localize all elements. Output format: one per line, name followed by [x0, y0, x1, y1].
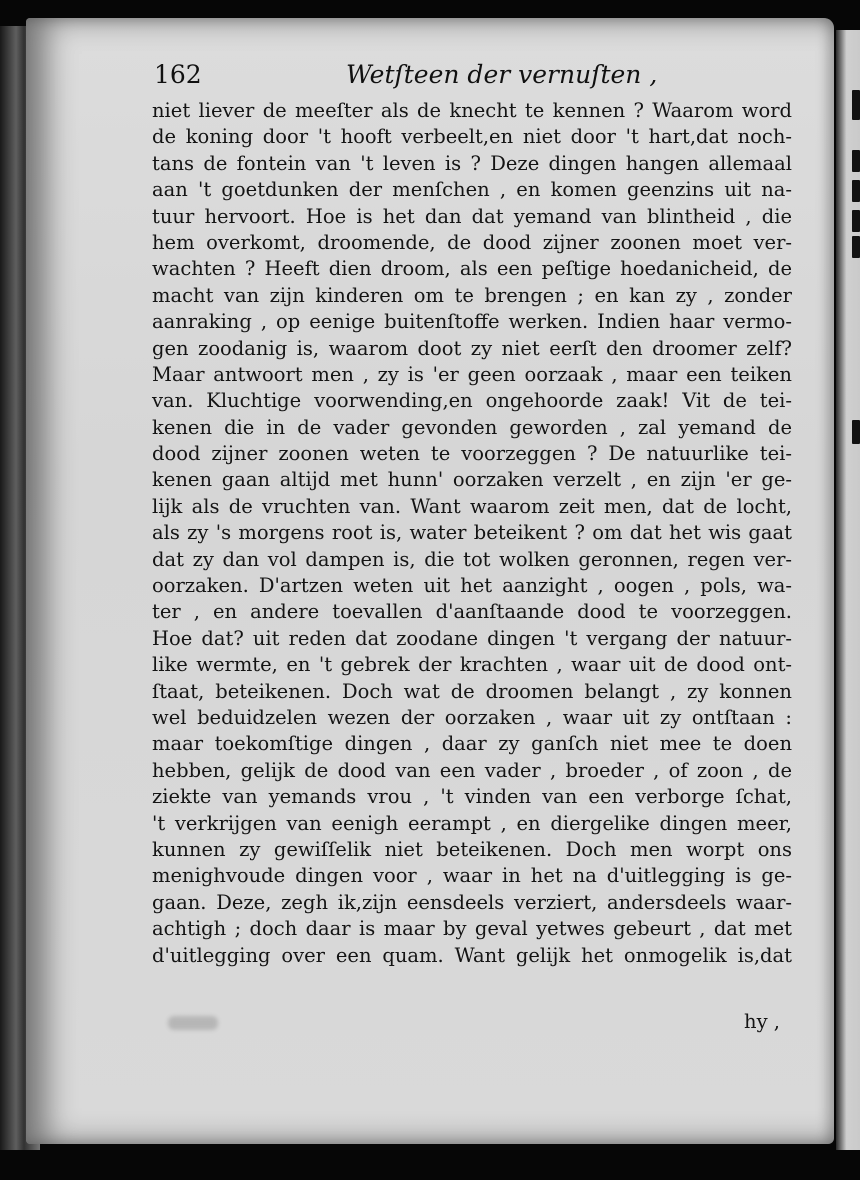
text-line: tuur hervoort. Hoe is het dan dat yemand van blintheid , die: [152, 204, 792, 228]
text-line: kenen die in de vader gevonden geworden , zal yemand de: [152, 415, 792, 439]
facing-page-letter-mark: [852, 180, 860, 202]
facing-page-letter-mark: [852, 236, 860, 258]
text-line: menighvoude dingen voor , waar in het na d'uitlegging is ge-: [152, 864, 792, 888]
facing-page-letter-mark: [852, 150, 860, 172]
text-line: aan 't goetdunken der menſchen , en komen geenzins uit na-: [152, 178, 792, 202]
text-line: dood zijner zoonen weten te voorzeggen ? De natuurlike tei-: [152, 442, 792, 466]
text-line: van. Kluchtige voorwending,en ongehoorde zaak! Vit de tei-: [152, 389, 792, 413]
text-line: gaan. Deze, zegh ik,zijn eensdeels verziert, andersdeels waar-: [152, 890, 792, 914]
text-line: hem overkomt, droomende, de dood zijner zoonen moet ver-: [152, 230, 792, 254]
text-line: gen zoodanig is, waarom doot zy niet eerſt den droomer zelf?: [152, 336, 792, 360]
text-line: kenen gaan altijd met hunn' oorzaken verzelt , en zijn 'er ge-: [152, 468, 792, 492]
text-line: ſtaat, beteikenen. Doch wat de droomen belangt , zy konnen: [152, 679, 792, 703]
text-line: maar toekomſtige dingen , daar zy ganſch niet mee te doen: [152, 732, 792, 756]
text-line: als zy 's morgens root is, water beteikent ? om dat het wis gaat: [152, 521, 792, 545]
facing-page-letter-mark: [852, 420, 860, 444]
text-line: aanraking , op eenige buitenſtoffe werken. Indien haar vermo-: [152, 310, 792, 334]
facing-page-letter-mark: [852, 90, 860, 120]
text-line: macht van zijn kinderen om te brengen ; en kan zy , zonder: [152, 283, 792, 307]
text-line: kunnen zy gewiſſelik niet beteikenen. Doch men worpt ons: [152, 837, 792, 861]
catchword: hy ,: [744, 1010, 780, 1033]
text-line: Hoe dat? uit reden dat zoodane dingen 't vergang der natuur-: [152, 626, 792, 650]
text-line: hebben, gelijk de dood van een vader , broeder , of zoon , de: [152, 758, 792, 782]
running-title: Wetſteen der vernuſten ,: [346, 60, 658, 89]
text-line: achtigh ; doch daar is maar by geval yetwes gebeurt , dat met: [152, 917, 792, 941]
running-head: [150, 54, 790, 94]
text-line: lijk als de vruchten van. Want waarom zeit men, dat de locht,: [152, 494, 792, 518]
text-line: ter , en andere toevallen d'aanſtaande dood te voorzeggen.: [152, 600, 792, 624]
text-line: wel beduidzelen wezen der oorzaken , waar uit zy ontſtaan :: [152, 705, 792, 729]
text-line: dat zy dan vol dampen is, die tot wolken geronnen, regen ver-: [152, 547, 792, 571]
text-line: Maar antwoort men , zy is 'er geen oorzaak , maar een teiken: [152, 362, 792, 386]
text-line: wachten ? Heeft dien droom, als een peſtige hoedanicheid, de: [152, 257, 792, 281]
body-text: [152, 98, 792, 969]
text-line: de koning door 't hooft verbeelt,en niet door 't hart,dat noch-: [152, 125, 792, 149]
text-line: 't verkrijgen van eenigh eerampt , en diergelike dingen meer,: [152, 811, 792, 835]
facing-page-letter-mark: [852, 210, 860, 232]
text-line: ziekte van yemands vrou , 't vinden van een verborge ſchat,: [152, 785, 792, 809]
page-number: 162: [154, 60, 202, 89]
text-line: like wermte, en 't gebrek der krachten , waar uit de dood ont-: [152, 653, 792, 677]
text-line: tans de fontein van 't leven is ? Deze dingen hangen allemaal: [152, 151, 792, 175]
text-line: oorzaken. D'artzen weten uit het aanzight , oogen , pols, wa-: [152, 574, 792, 598]
text-line: niet liever de meeſter als de knecht te kennen ? Waarom word: [152, 99, 792, 122]
text-line: d'uitlegging over een quam. Want gelijk het onmogelik is,dat: [152, 943, 792, 967]
